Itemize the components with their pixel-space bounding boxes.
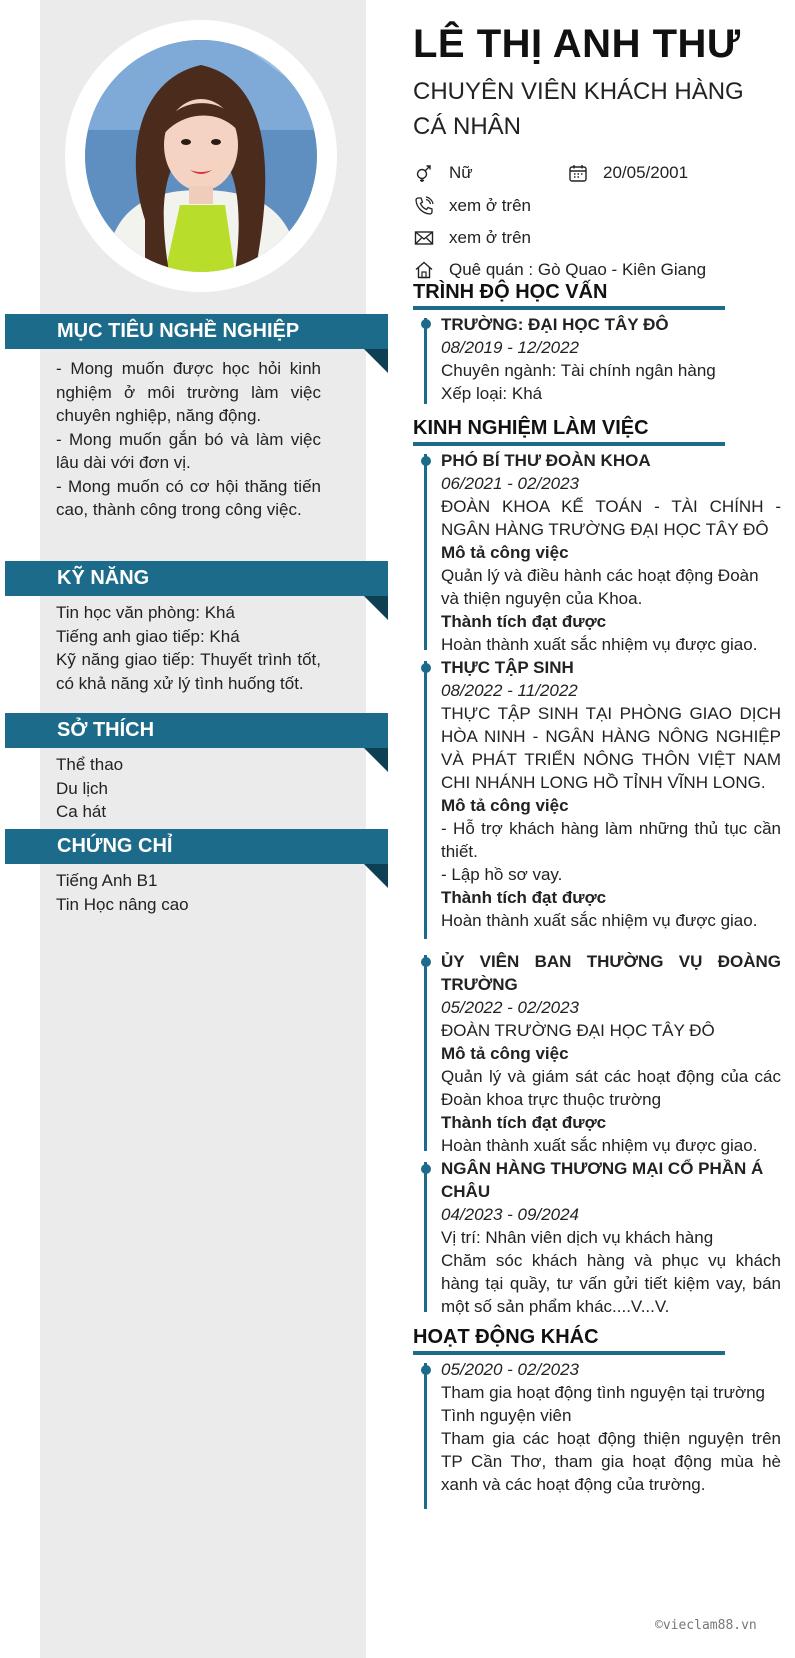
hobbies-title: SỞ THÍCH — [57, 719, 155, 741]
gender-value: Nữ — [449, 163, 473, 182]
experience-desc-label: Mô tả công việc — [441, 543, 569, 562]
education-entry — [441, 313, 781, 405]
experience-role: NGÂN HÀNG THƯƠNG MẠI CỔ PHẦN Á CHÂU — [441, 1159, 764, 1201]
hobbies-section — [0, 713, 390, 824]
heading-tab-decoration — [364, 596, 388, 620]
experience-entry — [441, 1157, 781, 1318]
objective-title: MỤC TIÊU NGHỀ NGHIỆP — [57, 320, 300, 342]
phone-icon — [413, 195, 435, 217]
activities-timeline — [424, 1363, 427, 1509]
hometown-row — [413, 259, 706, 281]
email-value: xem ở trên — [449, 228, 532, 247]
experience-desc: - Lập hồ sơ vay. — [441, 865, 563, 884]
education-school: TRƯỜNG: ĐẠI HỌC TÂY ĐÔ — [441, 315, 669, 334]
certificates-section — [0, 829, 390, 916]
section-heading — [5, 713, 388, 748]
email-row — [413, 227, 531, 249]
certificate-item: Tin Học nâng cao — [56, 894, 189, 914]
experience-org: ĐOÀN KHOA KẾ TOÁN - TÀI CHÍNH - NGÂN HÀNG TRƯỜNG ĐẠI HỌC TÂY ĐÔ — [441, 497, 781, 539]
experience-dot — [421, 663, 431, 673]
skills-body — [0, 596, 380, 695]
experience-desc: Quản lý và giám sát các hoạt động của các Đoàn khoa trực thuộc trường — [441, 1067, 781, 1109]
experience-achieve: Hoàn thành xuất sắc nhiệm vụ được giao. — [441, 635, 758, 654]
experience-timeline — [424, 454, 427, 650]
experience-timeline — [424, 1162, 427, 1312]
objective-text: - Mong muốn được học hỏi kinh nghiệm ở môi trường làm việc chuyên nghiệp, năng động. - Mong muốn gắn bó và làm việc lâu dài với đơn vị. - Mong muốn có cơ hội thăng tiến cao, thành công trong công việc. — [56, 359, 321, 519]
heading-tab-decoration — [364, 864, 388, 888]
watermark: ©vieclam88.vn — [655, 1618, 757, 1633]
certificates-title: CHỨNG CHỈ — [57, 835, 173, 857]
activities-dot — [421, 1365, 431, 1375]
activities-line: Tham gia các hoạt động thiện nguyện trên TP Cần Thơ, tham gia hoạt động mùa hè xanh và các hoạt động của trường. — [441, 1429, 781, 1494]
experience-timeline — [424, 661, 427, 939]
experience-org: Vị trí: Nhân viên dịch vụ khách hàng — [441, 1228, 714, 1247]
avatar-photo — [85, 40, 317, 272]
heading-tab-decoration — [364, 748, 388, 772]
experience-org: ĐOÀN TRƯỜNG ĐẠI HỌC TÂY ĐÔ — [441, 1021, 715, 1040]
candidate-position: CHUYÊN VIÊN KHÁCH HÀNG CÁ NHÂN — [413, 78, 744, 140]
hobby-item: Du lịch — [56, 778, 108, 798]
skill-item: Tin học văn phòng: Khá — [56, 603, 235, 622]
phone-row — [413, 195, 531, 217]
education-rank: Xếp loại: Khá — [441, 384, 543, 403]
education-major: Chuyên ngành: Tài chính ngân hàng — [441, 361, 716, 380]
gender-row — [413, 162, 473, 184]
education-dot — [421, 319, 431, 329]
experience-date: 06/2021 - 02/2023 — [441, 474, 580, 493]
section-heading — [5, 829, 388, 864]
heading-tab-decoration — [364, 349, 388, 373]
activities-heading: HOẠT ĐỘNG KHÁC — [413, 1326, 599, 1348]
birthdate-row — [567, 162, 688, 184]
experience-dot — [421, 1164, 431, 1174]
phone-value: xem ở trên — [449, 196, 532, 215]
section-heading — [5, 561, 388, 596]
experience-heading: KINH NGHIỆM LÀM VIỆC — [413, 417, 649, 439]
activities-line: Tình nguyện viên — [441, 1406, 572, 1425]
hometown-value: Quê quán : Gò Quao - Kiên Giang — [449, 260, 707, 279]
certificate-item: Tiếng Anh B1 — [56, 871, 158, 890]
hobby-item: Ca hát — [56, 802, 107, 821]
experience-role: PHÓ BÍ THƯ ĐOÀN KHOA — [441, 451, 651, 470]
education-date: 08/2019 - 12/2022 — [441, 338, 580, 357]
experience-entry — [441, 449, 781, 656]
skill-item: Tiếng anh giao tiếp: Khá — [56, 626, 240, 646]
hobby-item: Thể thao — [56, 755, 124, 774]
skill-item: Kỹ năng giao tiếp: Thuyết trình tốt, có khả năng xử lý tình huống tốt. — [56, 650, 321, 693]
experience-achieve: Hoàn thành xuất sắc nhiệm vụ được giao. — [441, 911, 758, 930]
experience-rule — [413, 442, 725, 446]
birthdate-value: 20/05/2001 — [603, 163, 689, 182]
experience-desc: Chăm sóc khách hàng và phục vụ khách hàng tại quầy, tư vấn gửi tiết kiệm vay, bán một số sản phẩm khác....V...V. — [441, 1251, 781, 1316]
experience-achieve: Hoàn thành xuất sắc nhiệm vụ được giao. — [441, 1136, 758, 1155]
experience-desc: Quản lý và điều hành các hoạt động Đoàn và thiện nguyện của Khoa. — [441, 566, 759, 608]
activities-entry — [441, 1358, 781, 1496]
experience-desc: - Hỗ trợ khách hàng làm những thủ tục cần thiết. — [441, 819, 781, 861]
experience-achieve-label: Thành tích đạt được — [441, 1113, 607, 1132]
avatar — [85, 40, 317, 272]
experience-achieve-label: Thành tích đạt được — [441, 612, 607, 631]
hobbies-body — [0, 748, 380, 824]
experience-role: THỰC TẬP SINH — [441, 658, 574, 677]
section-heading — [5, 314, 388, 349]
home-icon — [413, 259, 435, 281]
gender-icon — [413, 162, 435, 184]
calendar-icon — [567, 162, 589, 184]
experience-entry — [441, 950, 781, 1157]
experience-timeline — [424, 955, 427, 1151]
education-heading: TRÌNH ĐỘ HỌC VẤN — [413, 281, 608, 303]
experience-date: 05/2022 - 02/2023 — [441, 998, 580, 1017]
objective-body — [0, 349, 380, 522]
education-rule — [413, 306, 725, 310]
experience-org: THỰC TẬP SINH TẠI PHÒNG GIAO DỊCH HÒA NINH - NGÂN HÀNG NÔNG NGHIỆP VÀ PHÁT TRIỂN NÔNG THÔN VIỆT NAM CHI NHÁNH LONG HỒ TỈNH VĨNH LONG. — [441, 704, 781, 792]
email-icon — [413, 227, 435, 249]
certificates-body — [0, 864, 380, 916]
experience-dot — [421, 456, 431, 466]
education-timeline — [424, 318, 427, 404]
activities-date: 05/2020 - 02/2023 — [441, 1360, 580, 1379]
skills-section — [0, 561, 390, 695]
skills-title: KỸ NĂNG — [57, 567, 150, 589]
objective-section — [0, 314, 390, 522]
candidate-name: LÊ THỊ ANH THƯ — [413, 22, 741, 66]
activities-line: Tham gia hoạt động tình nguyện tại trường — [441, 1383, 766, 1402]
experience-date: 08/2022 - 11/2022 — [441, 681, 578, 700]
experience-role: ỦY VIÊN BAN THƯỜNG VỤ ĐOÀNG TRƯỜNG — [441, 952, 781, 994]
activities-rule — [413, 1351, 725, 1355]
experience-entry — [441, 656, 781, 932]
experience-dot — [421, 957, 431, 967]
experience-achieve-label: Thành tích đạt được — [441, 888, 607, 907]
experience-date: 04/2023 - 09/2024 — [441, 1205, 580, 1224]
experience-desc-label: Mô tả công việc — [441, 796, 569, 815]
experience-desc-label: Mô tả công việc — [441, 1044, 569, 1063]
